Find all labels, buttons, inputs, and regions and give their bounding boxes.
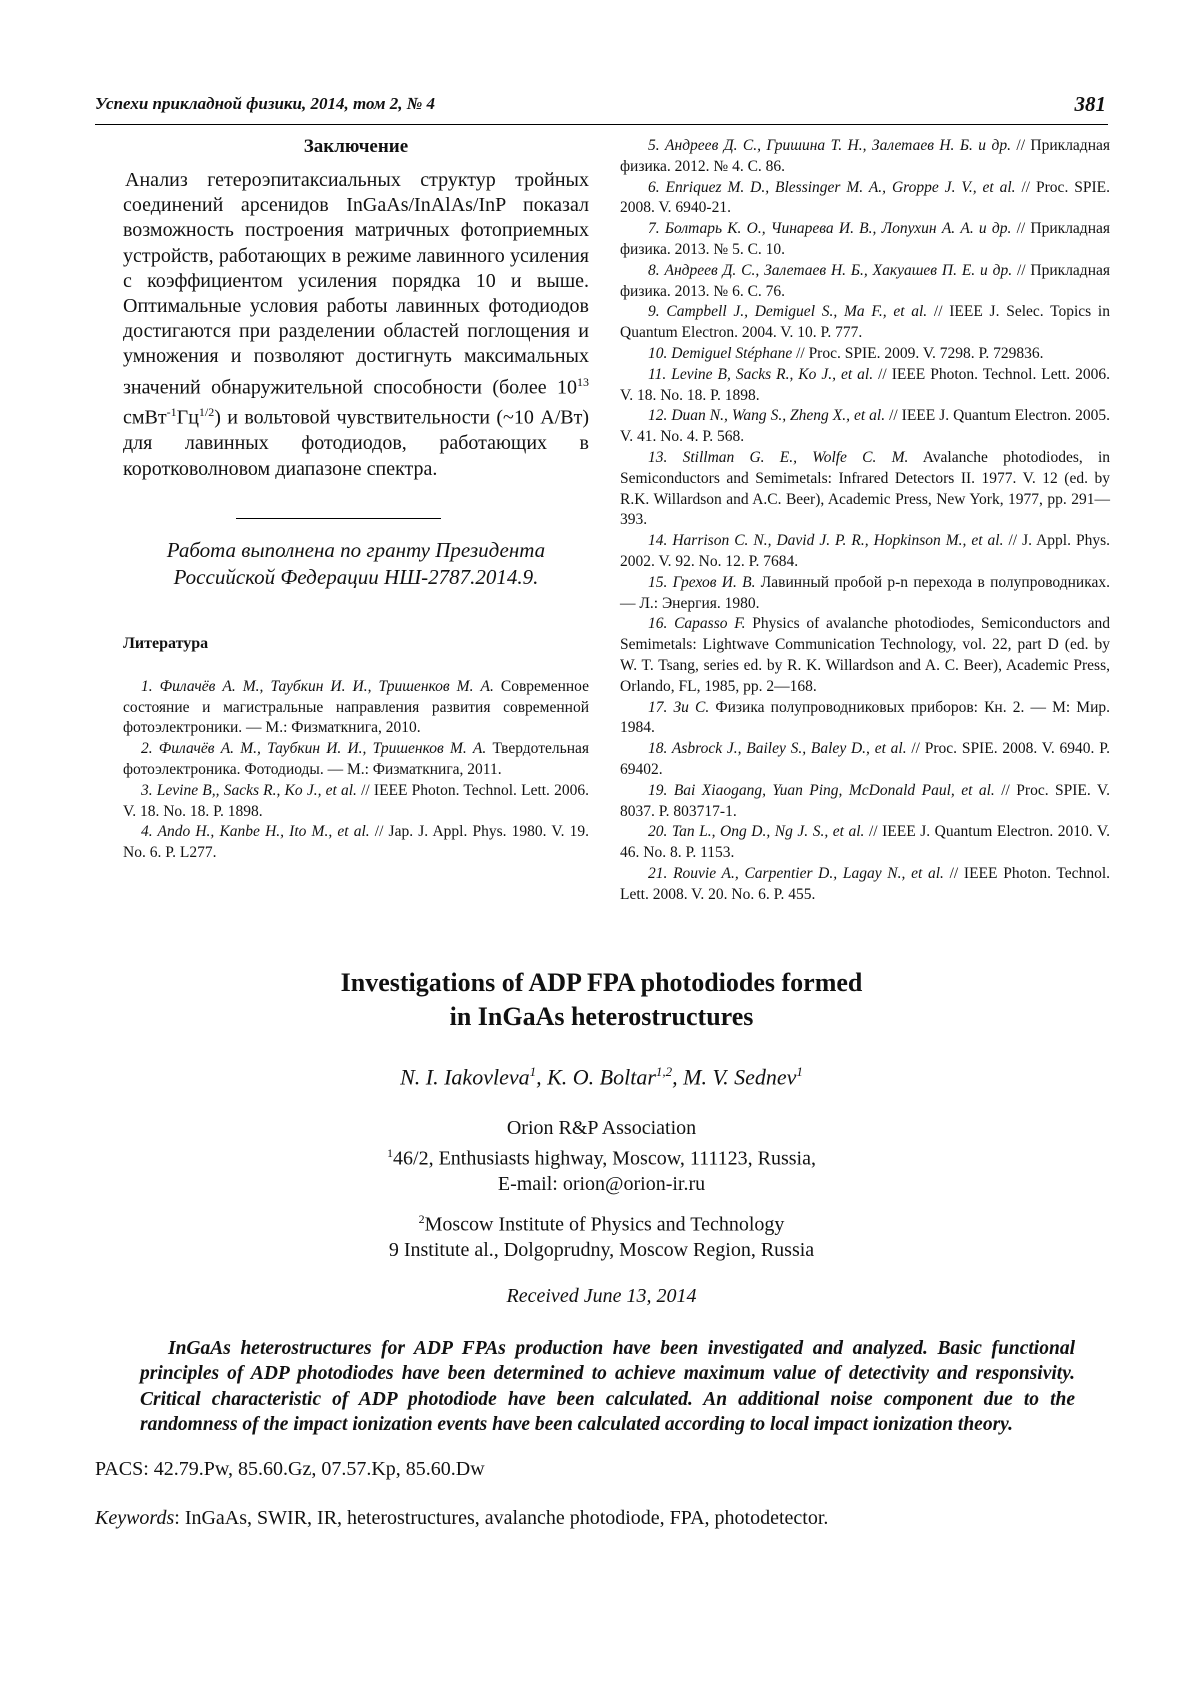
affiliation-mark: 1	[387, 1146, 394, 1161]
reference-authors: 20. Tan L., Ong D., Ng J. S., et al.	[648, 823, 865, 841]
reference-item	[620, 302, 1110, 344]
left-column	[123, 136, 589, 864]
affiliation-address	[95, 1141, 1108, 1172]
reference-authors: 9. Campbell J., Demiguel S., Ma F., et al.	[648, 303, 928, 321]
author-list	[95, 1064, 1108, 1090]
keywords-label: Keywords	[95, 1506, 175, 1529]
article-title-line-1: Investigations of ADP FPA photodiodes formed	[340, 968, 863, 997]
reference-item	[620, 614, 1110, 697]
received-date: Received June 13, 2014	[506, 1284, 697, 1307]
grant-note	[123, 537, 589, 591]
conclusion-exp-1: 13	[577, 374, 589, 389]
author-affiliation-mark: 1	[529, 1064, 537, 1079]
reference-item	[123, 739, 589, 781]
reference-authors: 7. Болтарь К. О., Чинарева И. В., Лопухин А. А. и др.	[648, 220, 1012, 238]
affiliation-name: Orion R&P Association	[506, 1117, 697, 1140]
affiliation-address-text: 46/2, Enthusiasts highway, Moscow, 111123, Russia,	[393, 1147, 816, 1170]
reference-item	[123, 677, 589, 739]
reference-item	[620, 781, 1110, 823]
reference-list-right	[620, 136, 1110, 905]
page-number: 381	[1074, 92, 1106, 116]
reference-authors: 21. Rouvie A., Carpentier D., Lagay N., et al.	[648, 864, 944, 882]
reference-details: // J. Appl. Phys. 2002. V. 92. No. 12. P. 7684.	[620, 532, 1110, 570]
conclusion-exp-2: -1	[166, 405, 177, 420]
reference-item	[620, 822, 1110, 864]
reference-details: // IEEE J. Selec. Topics in Quantum Electron. 2004. V. 10. P. 777.	[620, 303, 1110, 342]
article-title-line-2: in InGaAs heterostructures	[449, 1002, 754, 1031]
reference-details: Physics of avalanche photodiodes, Semiconductors and Semimetals: Lightwave Communication Technology, vol. 22, part D (ed. by W. T. Tsang, series ed. by R. K. Willardson and A. C. Beer), Academic Press, Orlando, FL, 1985, pp. 2—168.	[620, 615, 1111, 695]
conclusion-text-4: ) и вольтовой чувствительности (~10 А/Вт) для лавинных фотодиодов, работающих в коротковолновом диапазоне спектра.	[123, 407, 589, 480]
affiliation-1	[95, 1116, 1108, 1197]
reference-details: Твердотельная фотоэлектроника. Фотодиоды. — М.: Физматкнига, 2011.	[123, 740, 589, 778]
reference-details: // Proc. SPIE. 2008. V. 6940. P. 69402.	[620, 740, 1110, 778]
author-name: , K. O. Boltar	[536, 1064, 656, 1090]
reference-item	[620, 739, 1110, 781]
conclusion-paragraph	[123, 168, 589, 482]
reference-details: // Jap. J. Appl. Phys. 1980. V. 19. No. 6. P. L277.	[123, 823, 589, 862]
reference-details: // IEEE Photon. Technol. Lett. 2006. V. 18. No. 18. P. 1898.	[620, 365, 1110, 404]
author-name: N. I. Iakovleva	[400, 1064, 530, 1090]
reference-authors: 12. Duan N., Wang S., Zheng X., et al.	[648, 407, 886, 425]
conclusion-text-2: смВт	[123, 407, 167, 430]
reference-details: // Proc. SPIE. 2008. V. 6940-21.	[620, 178, 1110, 217]
reference-authors: 6. Enriquez M. D., Blessinger M. A., Groppe J. V., et al.	[648, 178, 1016, 196]
reference-details: // Прикладная физика. 2013. № 5. С. 10.	[620, 220, 1110, 258]
reference-authors: 17. Зи С.	[648, 698, 710, 716]
reference-details: Лавинный пробой p-n перехода в полупроводниках. — Л.: Энергия. 1980.	[620, 573, 1110, 612]
reference-item	[620, 406, 1110, 448]
reference-authors: 14. Harrison C. N., David J. P. R., Hopkinson M., et al.	[648, 532, 1004, 550]
reference-item	[123, 781, 589, 823]
reference-authors: 10. Demiguel Stéphane	[648, 344, 793, 362]
reference-item	[620, 219, 1110, 261]
divider-rule	[236, 518, 441, 519]
affiliation-name	[95, 1207, 1108, 1238]
author-affiliation-mark: 1,2	[655, 1064, 673, 1079]
author-affiliation-mark: 1	[796, 1064, 803, 1079]
running-header	[95, 88, 1108, 125]
literature-heading: Литература	[123, 634, 209, 652]
reference-details: // Proc. SPIE. V. 8037. P. 803717-1.	[620, 781, 1110, 820]
reference-details: // Proc. SPIE. 2009. V. 7298. P. 729836.	[792, 344, 1044, 362]
abstract-text: InGaAs heterostructures for ADP FPAs production have been investigated and analyzed. Basic functional principles of ADP photodiodes have been determined to achieve maximum value of detectivity and responsivity. Critical characteristic of ADP photodiode have been calculated. An additional noise component due to the randomness of the impact ionization events have been calculated according to local impact ionization theory.	[140, 1337, 1075, 1436]
reference-details: // IEEE Photon. Technol. Lett. 2008. V. 20. No. 6. P. 455.	[620, 864, 1110, 903]
affiliation-mark: 2	[418, 1211, 425, 1226]
author-name: , M. V. Sednev	[672, 1064, 797, 1090]
reference-item	[620, 448, 1110, 531]
reference-item	[620, 178, 1110, 220]
reference-item	[620, 261, 1110, 303]
keywords-line	[95, 1507, 1108, 1530]
reference-authors: 1. Филачёв А. М., Таубкин И. И., Тришенков М. А.	[141, 677, 494, 695]
reference-details: // IEEE J. Quantum Electron. 2010. V. 46. No. 8. P. 1153.	[620, 823, 1110, 862]
reference-item	[620, 136, 1110, 178]
keywords-text: : InGaAs, SWIR, IR, heterostructures, avalanche photodiode, FPA, photodetector.	[174, 1506, 829, 1529]
affiliation-name-text: Moscow Institute of Physics and Technology	[424, 1213, 785, 1236]
reference-item	[123, 822, 589, 864]
reference-details: Современное состояние и магистральные направления развития современной фотоэлектроники. — М.: Физматкнига, 2010.	[123, 677, 589, 737]
grant-line-2: Российской Федерации НШ-2787.2014.9.	[173, 564, 539, 589]
journal-title: Успехи прикладной физики, 2014, том 2, № 4	[95, 94, 436, 113]
article-title	[95, 966, 1108, 1034]
right-column	[620, 136, 1110, 905]
affiliation-email: E-mail: orion@orion-ir.ru	[497, 1172, 706, 1195]
reference-details: // Прикладная физика. 2013. № 6. С. 76.	[620, 261, 1110, 300]
reference-authors: 11. Levine B, Sacks R., Ko J., et al.	[648, 365, 874, 383]
reference-details: // IEEE Photon. Technol. Lett. 2006. V. 18. No. 18. P. 1898.	[123, 781, 589, 820]
reference-list-left	[123, 677, 589, 864]
conclusion-text-3: Гц	[176, 407, 199, 430]
reference-details: // Прикладная физика. 2012. № 4. С. 86.	[620, 137, 1111, 175]
english-abstract-section	[95, 966, 1108, 1530]
affiliation-2	[95, 1207, 1108, 1263]
reference-authors: 4. Ando H., Kanbe H., Ito M., et al.	[141, 823, 370, 841]
affiliation-address: 9 Institute al., Dolgoprudny, Moscow Region, Russia	[388, 1238, 815, 1261]
reference-authors: 3. Levine B,, Sacks R., Ko J., et al.	[141, 781, 357, 799]
conclusion-text-1: Анализ гетероэпитаксиальных структур тройных соединений арсенидов InGaAs/InAlAs/InP показал возможность построения матричных фотоприемных устройств, работающих в режиме лавинного усиления с коэффициентом усиления порядка 10 и выше. Оптимальные условия работы лавинных фотодиодов достигаются при разделении областей поглощения и умножения и позволяют достигнуть максимальных значений обнаружительной способности (более 10	[123, 169, 589, 399]
reference-item	[620, 864, 1110, 906]
reference-authors: 15. Грехов И. В.	[648, 573, 756, 591]
reference-authors: 16. Capasso F.	[648, 615, 746, 633]
reference-authors: 18. Asbrock J., Bailey S., Baley D., et al.	[648, 740, 907, 758]
pacs-codes: PACS: 42.79.Pw, 85.60.Gz, 07.57.Kp, 85.60.Dw	[95, 1457, 485, 1480]
reference-item	[620, 698, 1110, 740]
reference-item	[620, 531, 1110, 573]
reference-authors: 5. Андреев Д. С., Гришина Т. Н., Залетаев Н. Б. и др.	[648, 137, 1011, 154]
conclusion-heading: Заключение	[303, 136, 409, 157]
grant-line-1: Работа выполнена по гранту Президента	[166, 537, 546, 562]
reference-item	[620, 365, 1110, 407]
reference-item	[620, 344, 1110, 365]
reference-authors: 13. Stillman G. E., Wolfe C. M.	[648, 448, 909, 466]
reference-details: Физика полупроводниковых приборов: Кн. 2. — М: Мир. 1984.	[620, 698, 1111, 737]
reference-authors: 19. Bai Xiaogang, Yuan Ping, McDonald Paul, et al.	[648, 781, 995, 799]
reference-details: // IEEE J. Quantum Electron. 2005. V. 41. No. 4. P. 568.	[620, 407, 1111, 446]
reference-item	[620, 573, 1110, 615]
reference-authors: 8. Андреев Д. С., Залетаев Н. Б., Хакуашев П. Е. и др.	[648, 261, 1013, 279]
reference-details: Avalanche photodiodes, in Semiconductors and Semimetals: Infrared Detectors II. 1977. V. 12 (ed. by R.K. Willardson and A.C. Beer), Academic Press, New York, 1977, pp. 291—393.	[620, 448, 1110, 529]
conclusion-exp-3: 1/2	[198, 405, 215, 420]
reference-authors: 2. Филачёв А. М., Таубкин И. И., Тришенков М. А.	[141, 740, 487, 758]
